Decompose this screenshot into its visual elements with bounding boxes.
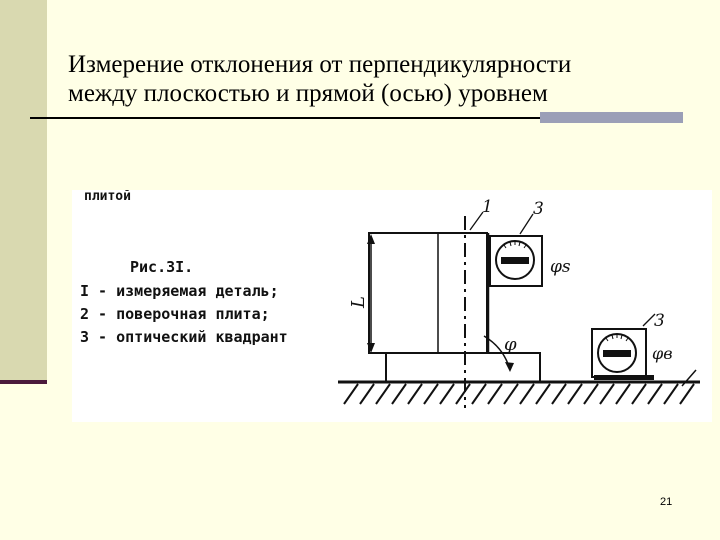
plate-leader	[682, 370, 696, 386]
part-callout: 1	[482, 197, 493, 217]
quadrant-top-leader	[520, 214, 533, 234]
legend-item-2: 2 - поверочная плита;	[80, 305, 270, 323]
height-label: L	[348, 296, 369, 308]
title-underline	[30, 117, 540, 119]
title-line-1: Измерение отклонения от перпендикулярности	[68, 51, 572, 78]
top-cut-text: плитой	[84, 190, 131, 204]
left-decor-band	[0, 0, 47, 384]
quadrant-top-callout: 3	[533, 199, 544, 219]
quadrant-bottom-callout: 3	[654, 311, 665, 331]
title-line-2: между плоскостью и прямой (осью) уровнем	[68, 80, 548, 107]
technical-drawing	[72, 190, 712, 422]
slide-title	[68, 50, 688, 108]
measured-part	[369, 233, 488, 353]
page-number: 21	[660, 496, 673, 508]
left-decor-bar	[0, 380, 47, 384]
caption-title: Рис.3I.	[130, 258, 194, 276]
optical-quadrant-bottom	[592, 329, 654, 380]
phi-b-label: φв	[652, 344, 673, 363]
legend-item-1: I - измеряемая деталь;	[80, 282, 279, 300]
phi-s-label: φs	[550, 257, 571, 277]
optical-quadrant-top	[490, 236, 542, 286]
title-accent-bar	[540, 112, 683, 123]
angle-arrowhead	[505, 362, 514, 372]
surface-plate	[338, 382, 700, 404]
base-block	[386, 353, 540, 382]
angle-label: φ	[504, 334, 517, 355]
legend-item-3: 3 - оптический квадрант	[80, 328, 288, 346]
drawing-svg	[72, 190, 712, 422]
